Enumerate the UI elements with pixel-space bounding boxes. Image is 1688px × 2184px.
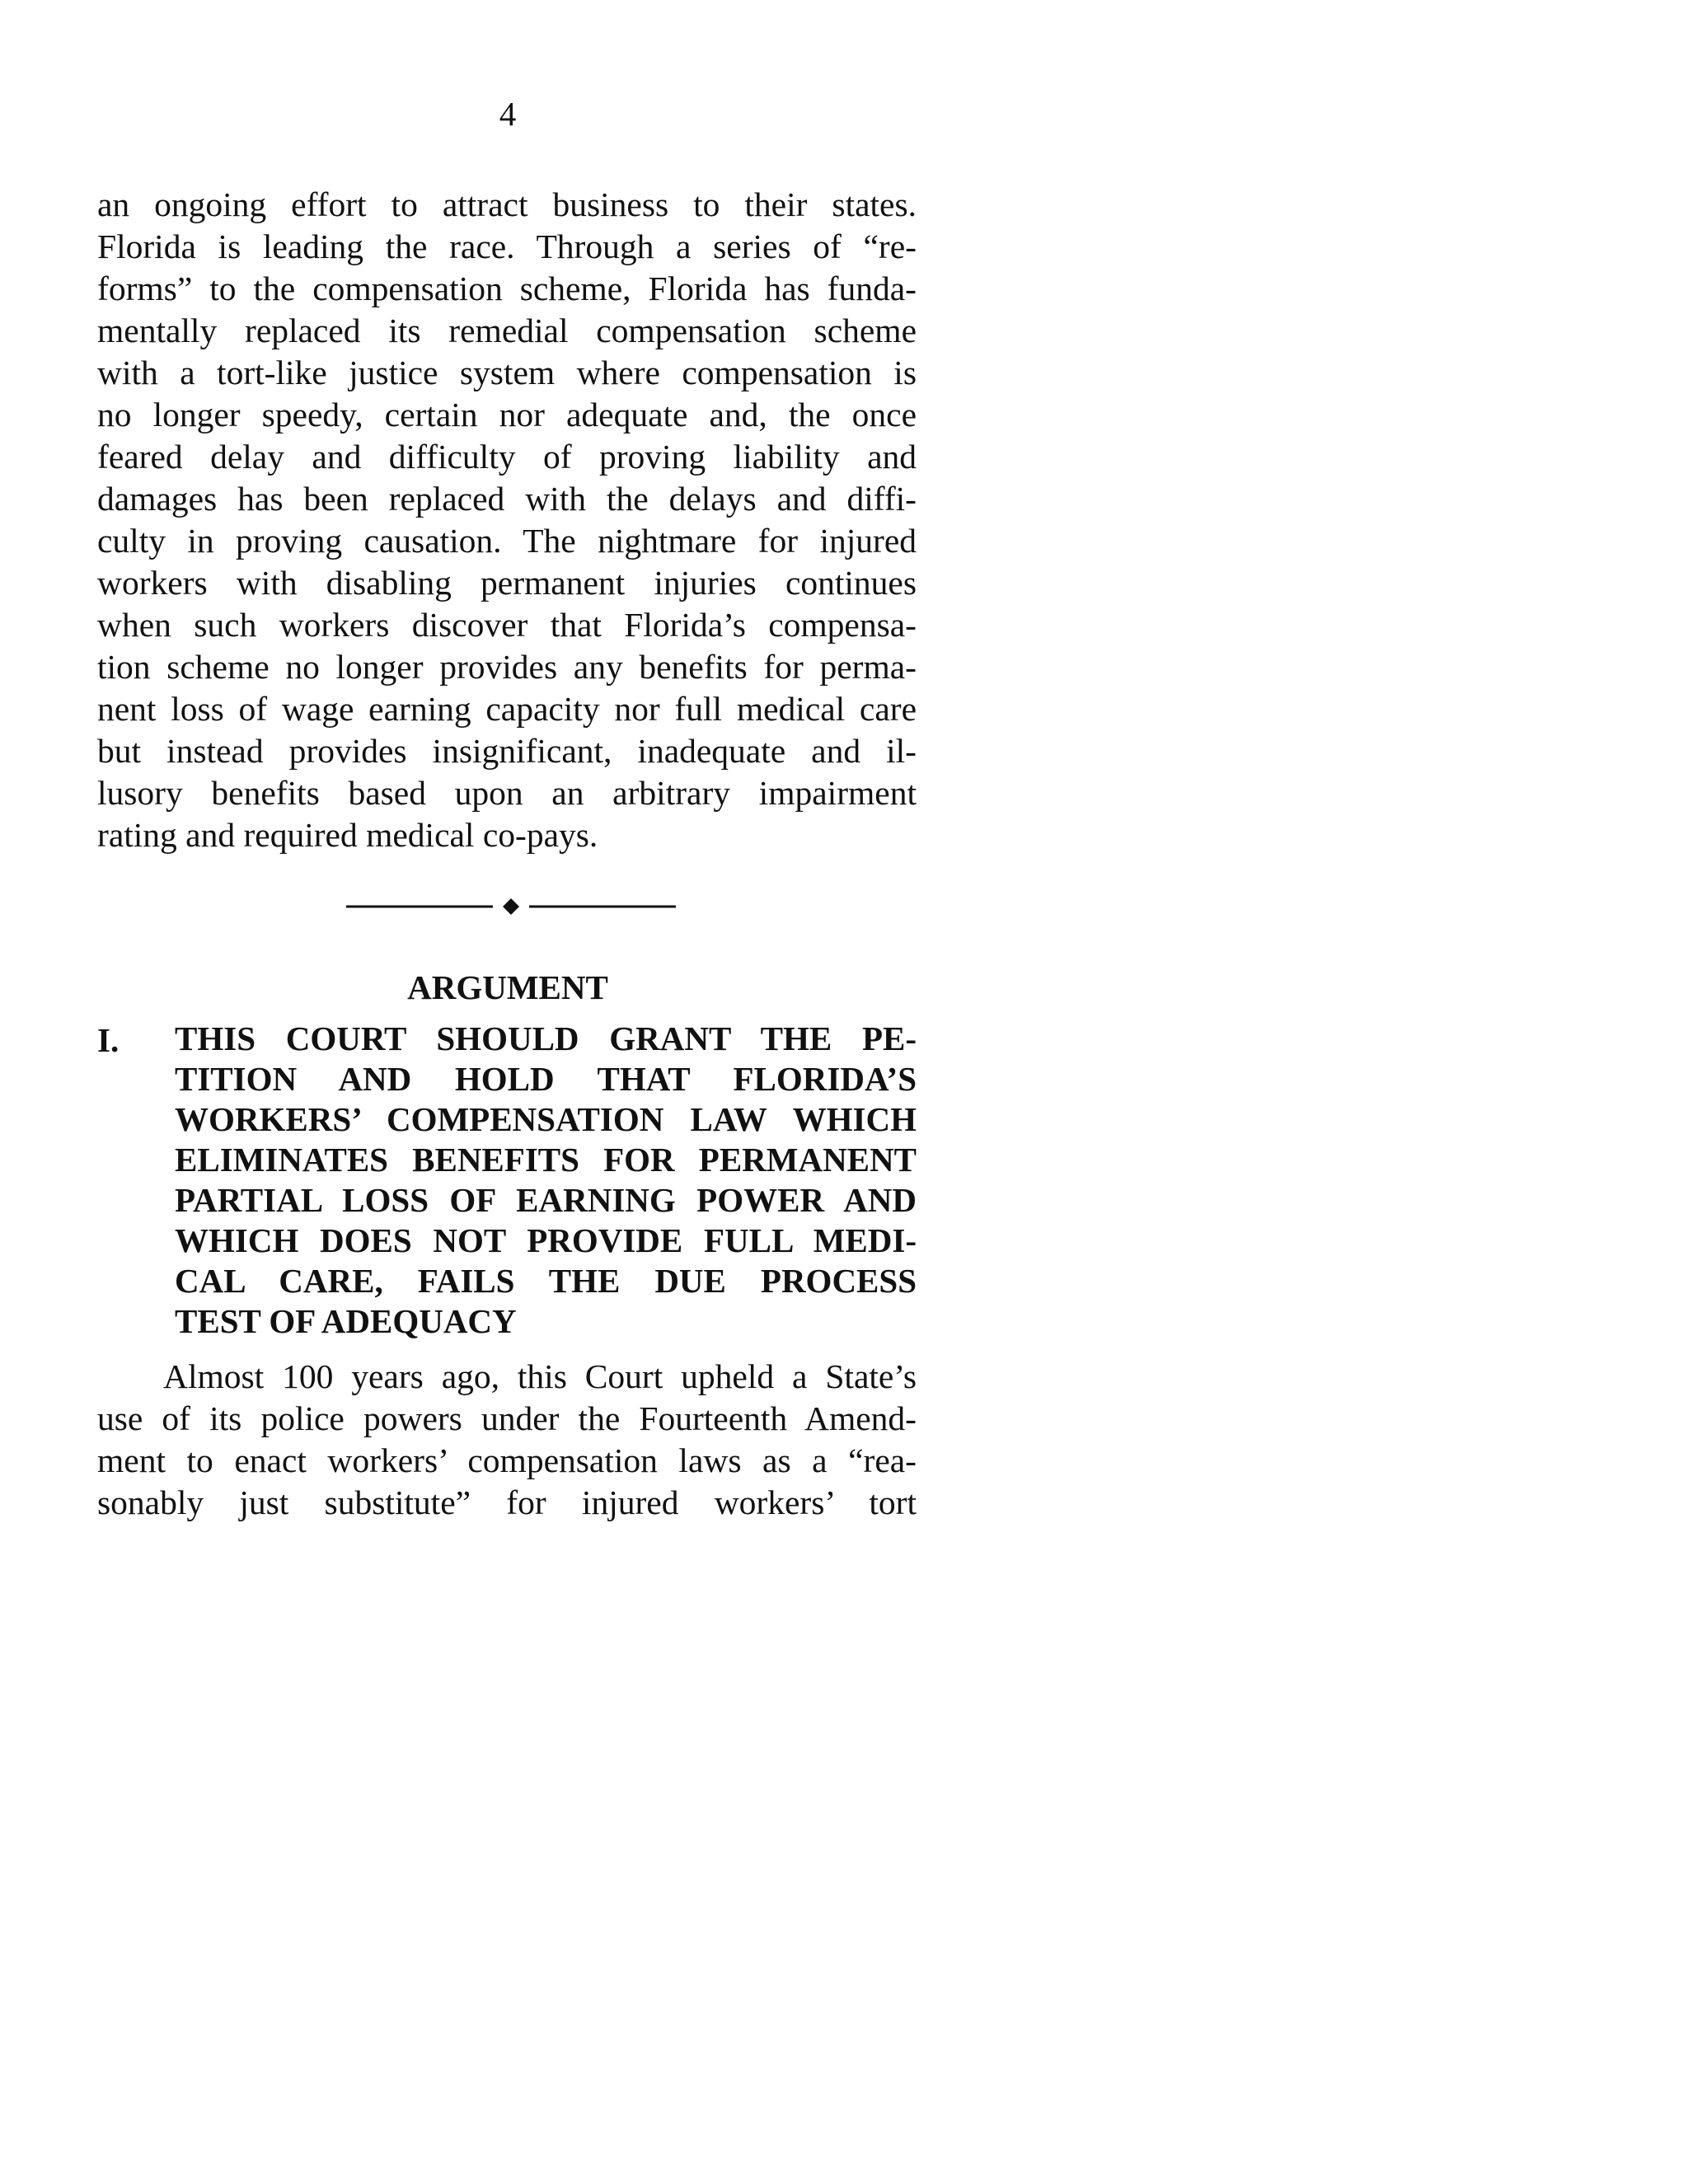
paragraph-line: mentally replaced its remedial compensation scheme <box>97 312 917 349</box>
section-heading: ARGUMENT <box>407 968 608 1006</box>
paragraph-line: nent loss of wage earning capacity nor full medical care <box>97 690 917 728</box>
paragraph-line: but instead provides insignificant, inadequate and il- <box>97 732 917 770</box>
point-heading-line: THIS COURT SHOULD GRANT THE PE- <box>175 1019 917 1057</box>
paragraph-line: feared delay and difficulty of proving liability and <box>97 438 917 476</box>
point-heading-line: ELIMINATES BENEFITS FOR PERMANENT <box>175 1141 917 1179</box>
section-divider <box>346 890 676 923</box>
paragraph-line: Almost 100 years ago, this Court upheld a State’s <box>163 1357 917 1395</box>
paragraph-line: culty in proving causation. The nightmare for injured <box>97 522 917 560</box>
paragraph-line: rating and required medical co-pays. <box>97 816 598 854</box>
paragraph-line: no longer speedy, certain nor adequate and, the once <box>97 396 917 434</box>
paragraph-line: damages has been replaced with the delays and diffi- <box>97 480 917 518</box>
paragraph-line: when such workers discover that Florida’s compensa- <box>97 606 917 644</box>
paragraph-line: ment to enact workers’ compensation laws as a “rea- <box>97 1441 917 1479</box>
point-heading-line: CAL CARE, FAILS THE DUE PROCESS <box>175 1262 917 1300</box>
diamond-icon <box>503 898 519 915</box>
point-heading-line: TITION AND HOLD THAT FLORIDA’S <box>175 1060 917 1098</box>
paragraph-line: tion scheme no longer provides any benefits for perma- <box>97 648 917 686</box>
point-heading-line: PARTIAL LOSS OF EARNING POWER AND <box>175 1181 917 1219</box>
paragraph-line: sonably just substitute” for injured workers’ tort <box>97 1483 917 1521</box>
point-heading-line: TEST OF ADEQUACY <box>175 1302 517 1340</box>
point-heading-line: WORKERS’ COMPENSATION LAW WHICH <box>175 1100 917 1138</box>
paragraph-line: forms” to the compensation scheme, Florida has funda- <box>97 269 917 307</box>
paragraph-line: use of its police powers under the Fourteenth Amend- <box>97 1399 917 1437</box>
paragraph-line: an ongoing effort to attract business to their states. <box>97 185 917 223</box>
paragraph-line: Florida is leading the race. Through a series of “re- <box>97 227 917 265</box>
point-number: I. <box>97 1021 120 1059</box>
paragraph-line: with a tort-like justice system where compensation is <box>97 354 917 391</box>
page-number: 4 <box>499 95 517 133</box>
paragraph-line: lusory benefits based upon an arbitrary impairment <box>97 774 917 812</box>
point-heading-line: WHICH DOES NOT PROVIDE FULL MEDI- <box>175 1221 917 1259</box>
paragraph-line: workers with disabling permanent injuries continues <box>97 564 917 602</box>
